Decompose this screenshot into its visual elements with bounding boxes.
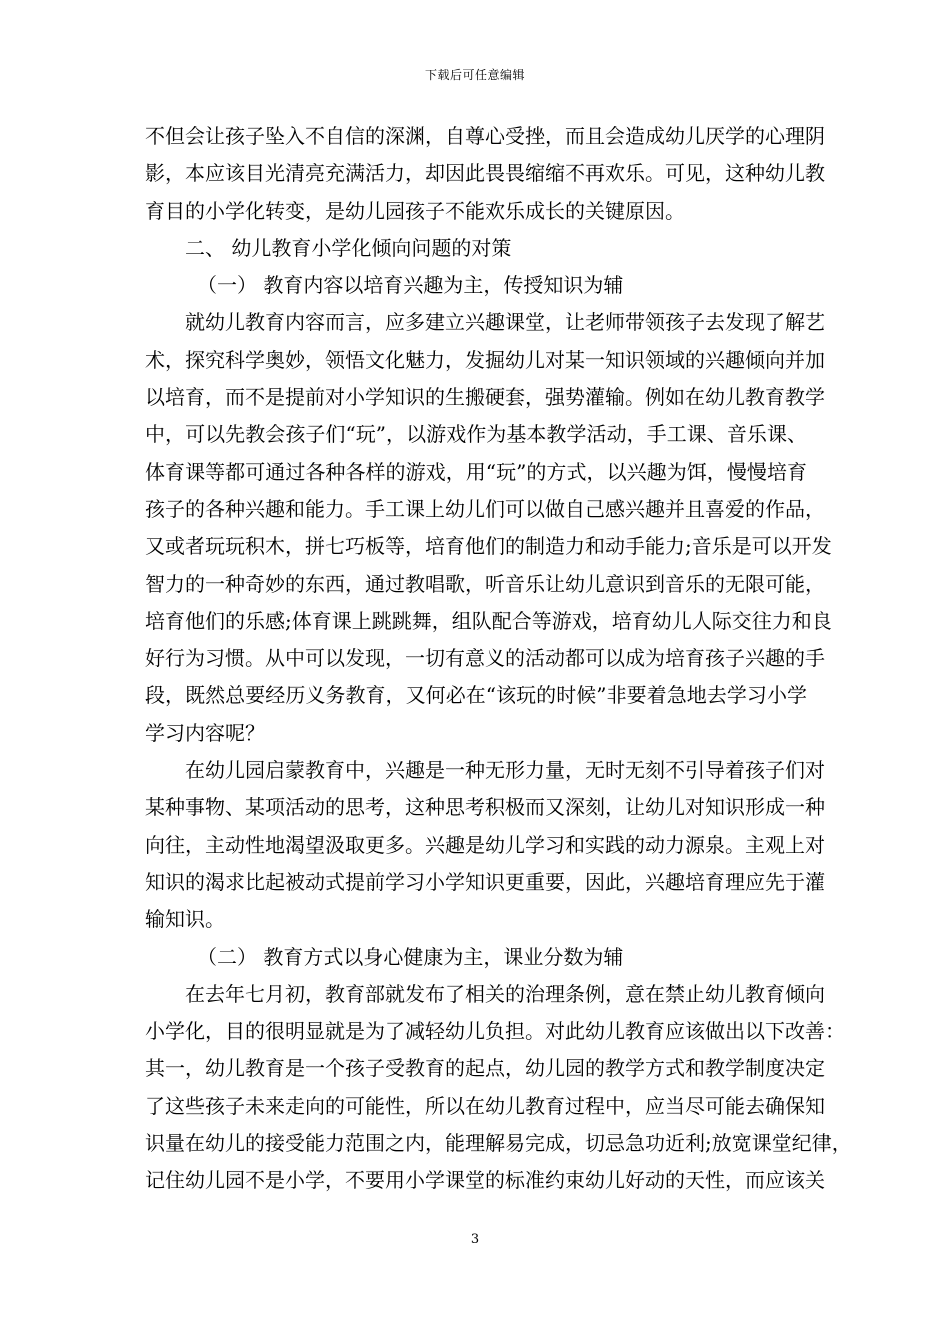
text-line: 小学化，目的很明显就是为了减轻幼儿负担。对此幼儿教育应该做出以下改善： xyxy=(145,1019,845,1044)
text-line: 在去年七月初，教育部就发布了相关的治理条例，意在禁止幼儿教育倾向 xyxy=(185,981,825,1006)
text-line: 又或者玩玩积木，拼七巧板等，培育他们的制造力和动手能力;音乐是可以开发 xyxy=(145,534,832,559)
text-line: 二、 幼儿教育小学化倾向问题的对策 xyxy=(185,235,512,260)
text-line: 培育他们的乐感;体育课上跳跳舞，组队配合等游戏，培育幼儿人际交往力和良 xyxy=(145,608,832,633)
page-number: 3 xyxy=(470,1232,480,1247)
page-header: 下载后可任意编辑 xyxy=(424,68,525,82)
text-line: 段，既然总要经历义务教育，又何必在“该玩的时候”非要着急地去学习小学 xyxy=(145,683,807,708)
text-line: 识量在幼儿的接受能力范围之内，能理解易完成，切忌急功近利;放宽课堂纪律， xyxy=(145,1131,852,1156)
text-line: 其一，幼儿教育是一个孩子受教育的起点，幼儿园的教学方式和教学制度决定 xyxy=(145,1056,825,1081)
text-line: 记住幼儿园不是小学，不要用小学课堂的标准约束幼儿好动的天性，而应该关 xyxy=(145,1168,825,1193)
text-line: 术，探究科学奥妙，领悟文化魅力，发掘幼儿对某一知识领域的兴趣倾向并加 xyxy=(145,347,825,372)
text-line: 就幼儿教育内容而言，应多建立兴趣课堂，让老师带领孩子去发现了解艺 xyxy=(185,310,825,335)
text-line: 孩子的各种兴趣和能力。手工课上幼儿们可以做自己感兴趣并且喜爱的作品， xyxy=(145,496,825,521)
text-line: （二） 教育方式以身心健康为主，课业分数为辅 xyxy=(197,944,624,969)
text-line: 不但会让孩子坠入不自信的深渊，自尊心受挫，而且会造成幼儿厌学的心理阴 xyxy=(145,124,825,148)
text-line: 体育课等都可通过各种各样的游戏，用“玩”的方式，以兴趣为饵，慢慢培育 xyxy=(145,459,807,484)
text-line: 中，可以先教会孩子们“玩”，以游戏作为基本教学活动，手工课、音乐课、 xyxy=(145,422,807,447)
text-line: 好行为习惯。从中可以发现，一切有意义的活动都可以成为培育孩子兴趣的手 xyxy=(145,646,825,671)
document-body xyxy=(145,118,852,1200)
text-line: 了这些孩子未来走向的可能性，所以在幼儿教育过程中，应当尽可能去确保知 xyxy=(145,1093,825,1118)
text-line: 输知识。 xyxy=(145,907,225,932)
text-line: 育目的小学化转变，是幼儿园孩子不能欢乐成长的关键原因。 xyxy=(145,198,685,223)
text-line: 某种事物、某项活动的思考，这种思考积极而又深刻，让幼儿对知识形成一种 xyxy=(145,795,825,820)
text-line: 在幼儿园启蒙教育中，兴趣是一种无形力量，无时无刻不引导着孩子们对 xyxy=(185,758,825,783)
text-line: 知识的渴求比起被动式提前学习小学知识更重要，因此，兴趣培育理应先于灌 xyxy=(145,869,825,894)
text-line: 影，本应该目光清亮充满活力，却因此畏畏缩缩不再欢乐。可见，这种幼儿教 xyxy=(145,161,825,186)
text-line: 以培育，而不是提前对小学知识的生搬硬套，强势灌输。例如在幼儿教育教学 xyxy=(145,385,825,410)
text-line: 向往，主动性地渴望汲取更多。兴趣是幼儿学习和实践的动力源泉。主观上对 xyxy=(145,832,825,857)
text-line: 学习内容呢？ xyxy=(145,720,265,745)
text-line: （一） 教育内容以培育兴趣为主，传授知识为辅 xyxy=(197,273,624,298)
text-line: 智力的一种奇妙的东西，通过教唱歌，听音乐让幼儿意识到音乐的无限可能， xyxy=(145,571,825,596)
